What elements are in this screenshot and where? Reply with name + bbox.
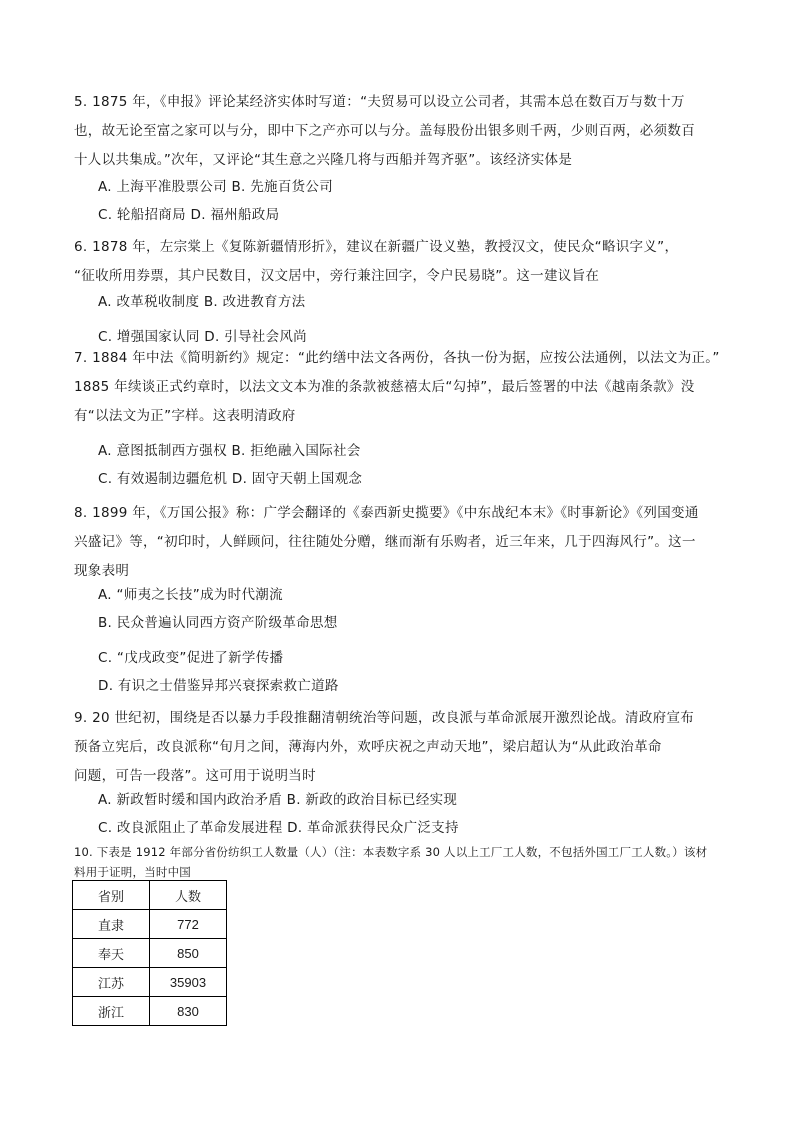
table-cell-province: 直隶 xyxy=(73,910,150,939)
table-cell-province: 浙江 xyxy=(73,997,150,1026)
question-5 xyxy=(74,88,734,175)
table-row xyxy=(73,939,227,968)
question-8-option-c: C. “戊戌政变”促进了新学传播 xyxy=(98,650,284,666)
question-8-line-2: 兴盛记》等，“初印时，人鲜顾问，往往随处分赠，继而渐有乐购者，近三年来，几于四海风行”。这一 xyxy=(74,534,696,550)
question-6 xyxy=(74,233,734,291)
question-6-line-1: 6. 1878 年，左宗棠上《复陈新疆情形折》，建议在新疆广设义塾，教授汉文，使民众“略识字义”， xyxy=(74,239,679,255)
question-8-option-b: B. 民众普遍认同西方资产阶级革命思想 xyxy=(98,615,338,631)
table-cell-count: 850 xyxy=(150,939,227,968)
question-7 xyxy=(74,344,734,431)
table-row xyxy=(73,910,227,939)
question-8-line-1: 8. 1899 年，《万国公报》称：广学会翻译的《泰西新史揽要》《中东战纪本末》《时事新论》《列国变通 xyxy=(74,505,699,521)
question-6-line-2: “征收所用券票，其户民数目，汉文居中，旁行兼注回字，令户民易晓”。这一建议旨在 xyxy=(74,268,600,284)
question-8 xyxy=(74,499,734,586)
question-7-options-ab: A. 意图抵制西方强权 B. 拒绝融入国际社会 xyxy=(98,443,361,459)
question-5-line-1: 5. 1875 年，《申报》评论某经济实体时写道：“夫贸易可以设立公司者，其需本总在数百万与数十万 xyxy=(74,94,685,110)
question-9-line-3: 问题，可告一段落”。这可用于说明当时 xyxy=(74,768,316,784)
table-cell-count: 830 xyxy=(150,997,227,1026)
question-6-options-ab: A. 改革税收制度 B. 改进教育方法 xyxy=(98,294,306,310)
question-5-options-ab: A. 上海平准股票公司 B. 先施百货公司 xyxy=(98,179,334,195)
question-7-line-3: 有“以法文为正”字样。这表明清政府 xyxy=(74,408,296,424)
table-header-count: 人数 xyxy=(150,881,227,910)
question-6-options-cd: C. 增强国家认同 D. 引导社会风尚 xyxy=(98,329,307,345)
question-7-options-cd: C. 有效遏制边疆危机 D. 固守天朝上国观念 xyxy=(98,471,363,487)
workers-table xyxy=(72,880,227,1026)
question-5-line-2: 也，故无论至富之家可以与分，即中下之产亦可以与分。盖每股份出银多则千两，少则百两，必须数百 xyxy=(74,123,695,139)
question-10-line-2: 料用于证明，当时中国 xyxy=(74,865,191,879)
question-9-line-1: 9. 20 世纪初，围绕是否以暴力手段推翻清朝统治等问题，改良派与革命派展开激烈论战。清政府宣布 xyxy=(74,710,695,726)
question-7-line-1: 7. 1884 年中法《简明新约》规定：“此约缮中法文各两份，各执一份为据，应按公法通例，以法文为正。” xyxy=(74,350,720,366)
table-row xyxy=(73,997,227,1026)
question-8-option-d: D. 有识之士借鉴异邦兴衰探索救亡道路 xyxy=(98,678,339,694)
question-10 xyxy=(74,842,734,882)
question-5-options-cd: C. 轮船招商局 D. 福州船政局 xyxy=(98,207,280,223)
question-8-line-3: 现象表明 xyxy=(74,563,130,579)
question-10-line-1: 10. 下表是 1912 年部分省份纺织工人数量（人）（注：本表数字系 30 人以上工厂工人数，不包括外国工厂工人数。）该材 xyxy=(74,845,708,859)
question-9-options-ab: A. 新政暂时缓和国内政治矛盾 B. 新政的政治目标已经实现 xyxy=(98,792,458,808)
question-5-line-3: 十人以共集成。”次年，又评论“其生意之兴隆几将与西船并驾齐驱”。该经济实体是 xyxy=(74,152,573,168)
table-header-province: 省别 xyxy=(73,881,150,910)
question-7-line-2: 1885 年续谈正式约章时，以法文文本为准的条款被慈禧太后“勾掉”，最后签署的中法《越南条款》没 xyxy=(74,379,695,395)
table-cell-count: 772 xyxy=(150,910,227,939)
table-header-row xyxy=(73,881,227,910)
question-9-line-2: 预备立宪后，改良派称“旬月之间，薄海内外，欢呼庆祝之声动天地”，梁启超认为“从此政治革命 xyxy=(74,739,662,755)
table-cell-province: 江苏 xyxy=(73,968,150,997)
table-row xyxy=(73,968,227,997)
table-cell-count: 35903 xyxy=(150,968,227,997)
question-9-options-cd: C. 改良派阻止了革命发展进程 D. 革命派获得民众广泛支持 xyxy=(98,820,459,836)
question-8-option-a: A. “师夷之长技”成为时代潮流 xyxy=(98,587,283,603)
question-9 xyxy=(74,704,734,791)
table-cell-province: 奉天 xyxy=(73,939,150,968)
